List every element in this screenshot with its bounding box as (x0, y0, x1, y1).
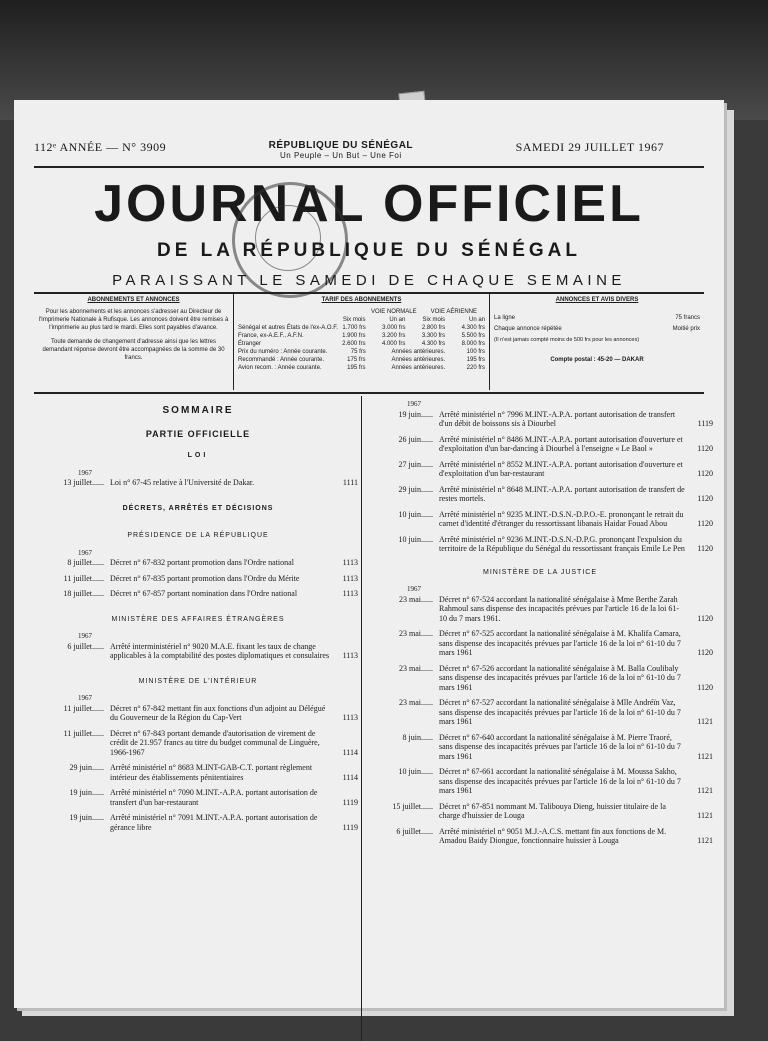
entry-page: 1114 (342, 747, 358, 757)
tariff-value: 100 frs (466, 349, 485, 355)
tariff-value: 2.800 frs (421, 325, 446, 331)
entry-page: 1111 (342, 478, 358, 487)
rate-label: La ligne (494, 315, 516, 321)
entry-date: 19 juin...... (69, 788, 104, 797)
summary-entry (367, 410, 713, 429)
announcements-title: ANNONCES ET AVIS DIVERS (555, 297, 639, 303)
entry-text: Arrêté ministériel n° 9051 M.J.-A.C.S. mettant fin aux fonctions de M. Amadou Baidy Diongue, fonctionnaire huissier à Louga (439, 826, 667, 845)
summary-entry (38, 813, 358, 832)
entry-text: Arrêté ministériel n° 8683 M.INT-GAB-C.T. portant règlement intérieur des établissements pénitentiaires (110, 763, 313, 782)
entry-date: 8 juin...... (402, 732, 433, 742)
entry-date: 15 juillet...... (392, 801, 433, 811)
tariff-head-row (238, 316, 485, 324)
entry-text: Décret n° 67-524 accordant la nationalité sénégalaise à Mme Berthe Zarah Rahmoul sans dispense des incapacités prévues par l'article 16 de la loi 61-10 du 7 mars 1961. (439, 594, 680, 623)
entry-page: 1113 (342, 558, 358, 567)
entry-text: Arrêté ministériel n° 9236 M.INT.-D.S.N.-D.P.G. prononçant l'expulsion du territoire de la République du Sénégal du ressortissant français Emile Le Pen (439, 534, 685, 553)
year-label: 1967 (78, 548, 92, 557)
republic-block (269, 140, 413, 160)
entry-page: 1119 (342, 822, 358, 832)
entry-date: 8 juillet...... (67, 558, 104, 567)
tariff-row-label: Étranger (238, 341, 262, 347)
tariff-table (234, 294, 490, 390)
summary-entry (38, 704, 358, 723)
entry-text: Décret n° 67-526 accordant la nationalité sénégalaise à M. Balla Coulibaly sans dispense des incapacités prévues par l'article 16 de la loi n° 61-10 du 7 mars 1961 (439, 663, 681, 692)
entry-date: 6 juillet...... (396, 826, 433, 836)
summary-entry (38, 558, 358, 568)
year-label: 1967 (78, 632, 92, 640)
tariff-row-label: Avion recom. : Année courante. (238, 365, 322, 371)
summary-right-column (367, 400, 713, 852)
summary-entry (367, 802, 713, 821)
tariff-row (238, 348, 485, 356)
tariff-row (238, 332, 485, 340)
rate-value: 75 francs (675, 315, 700, 321)
summary-entry (367, 733, 713, 762)
tariff-value: Années antérieures. (391, 365, 446, 371)
publication-frequency: PARAISSANT LE SAMEDI DE CHAQUE SEMAINE (112, 272, 626, 289)
summary-entry (367, 767, 713, 796)
entry-page: 1121 (697, 811, 713, 820)
masthead-title: JOURNAL OFFICIEL (94, 175, 644, 233)
tariff-value: 220 frs (466, 365, 485, 371)
entry-page: 1120 (697, 444, 713, 453)
partie-officielle-heading: PARTIE OFFICIELLE (145, 428, 251, 439)
entry-text: Décret n° 67-832 portant promotion dans l'Ordre national (110, 558, 294, 567)
entry-date: 29 juin...... (398, 484, 433, 494)
entry-page: 1121 (697, 751, 713, 761)
tariff-value: 2.600 frs (342, 341, 366, 347)
entry-page: 1120 (697, 469, 713, 478)
entry-date: 13 juillet...... (63, 478, 104, 487)
tariff-value: 8.000 frs (461, 341, 486, 347)
tariff-value: 4.300 frs (461, 325, 485, 331)
loi-heading: LOI (187, 452, 209, 459)
address-change-text: Toute demande de changement d'adresse ainsi que les lettres demandant réponse devront être accompagnées de la somme de 30 francs. (42, 339, 225, 361)
summary-entry (38, 574, 358, 584)
issue-header-line (34, 140, 664, 160)
sommaire-heading: SOMMAIRE (162, 405, 234, 416)
journal-page (14, 100, 724, 1008)
entry-page: 1120 (697, 648, 713, 657)
un-an-label: Un an (389, 317, 406, 323)
year-label: 1967 (407, 400, 421, 408)
summary-entry (367, 664, 713, 693)
entry-text: Décret n° 67-851 nommant M. Talibouya Dieng, huissier titulaire de la charge d'huissier de Louga (439, 801, 666, 820)
announcement-note: (Il n'est jamais compté moins de 500 frs pour les annonces) (494, 337, 640, 343)
entry-date: 23 mai...... (399, 594, 433, 604)
tariff-row (238, 356, 485, 364)
entry-date: 11 juillet...... (63, 728, 104, 738)
postal-account: Compte postal : 45-20 — DAKAR (550, 357, 644, 363)
tariff-row-label: Prix du numéro : Année courante. (238, 349, 328, 355)
tariff-value: 3.000 frs (382, 325, 406, 331)
entry-date: 23 mai...... (399, 698, 433, 707)
issue-number: 112ᵉ ANNÉE — N° 3909 (34, 140, 167, 154)
entry-page: 1114 (342, 772, 358, 782)
year-label: 1967 (407, 585, 421, 593)
tariff-title: TARIF DES ABONNEMENTS (321, 297, 402, 303)
summary-entry (367, 698, 713, 727)
entry-page: 1120 (697, 544, 713, 553)
entry-text: Décret n° 67-640 accordant la nationalité sénégalaise à M. Pierre Traoré, sans dispense des incapacités prévues par l'article 16 de la loi n° 61-10 du 7 mars 1961 (439, 732, 681, 761)
six-mois-label: Six mois (422, 317, 446, 323)
issue-date: SAMEDI 29 JUILLET 1967 (515, 140, 664, 154)
entry-text: Arrêté ministériel n° 7091 M.INT.-A.P.A. portant autorisation de gérance libre (110, 813, 318, 832)
entry-page: 1121 (697, 786, 713, 795)
entry-date: 10 juin...... (398, 534, 433, 544)
summary-entry (38, 729, 358, 758)
summary-entry (367, 510, 713, 529)
rate-value: Moitié prix (672, 326, 700, 332)
entry-text: Loi n° 67-45 relative à l'Université de Dakar. (110, 478, 255, 487)
voie-normale-label: VOIE NORMALE (370, 309, 417, 315)
entry-date: 23 mai...... (399, 629, 433, 638)
tariff-value: 3.200 frs (381, 333, 406, 339)
summary-entry (367, 485, 713, 504)
entry-page: 1120 (697, 682, 713, 692)
entry-date: 23 mai...... (399, 663, 433, 673)
entry-page: 1113 (342, 713, 358, 722)
entry-text: Arrêté ministériel n° 8486 M.INT.-A.P.A. portant autorisation d'ouverture et d'exploitation d'un bar-dancing à Diourbel à l'enseigne « Le Baol » (439, 434, 683, 453)
entry-text: Arrêté ministériel n° 7996 M.INT.-A.P.A. portant autorisation de transfert d'un débit de boissons sis à Diourbel (439, 409, 676, 428)
entry-text: Décret n° 67-661 accordant la nationalité sénégalaise à M. Moussa Sakho, sans dispense des incapacités prévues par l'article 16 de la loi n° 61-10 du 7 mars 1961 (439, 767, 681, 795)
summary-entry (38, 642, 358, 661)
announcements-info (490, 294, 704, 390)
tariff-value: 75 frs (350, 349, 366, 355)
summary-entry (38, 478, 358, 488)
entry-date: 18 juillet...... (63, 589, 104, 598)
entry-page: 1121 (697, 836, 713, 845)
entry-page: 1113 (342, 589, 358, 598)
entry-text: Arrêté interministériel n° 9020 M.A.E. fixant les taux de change applicables à la comptabilité des postes diplomatiques et consulaires (110, 641, 330, 660)
tariff-value: 195 frs (347, 365, 366, 371)
entry-text: Décret n° 67-842 mettant fin aux fonctions d'un adjoint au Délégué du Gouverneur de la Région du Cap-Vert (110, 703, 326, 722)
entry-date: 10 juin...... (398, 767, 433, 776)
tariff-row-label: Sénégal et autres États de l'ex-A.O.F. (238, 325, 338, 331)
entry-text: Décret n° 67-527 accordant la nationalité sénégalaise à Mlle Andréïn Vaz, sans dispense des incapacités prévues par l'article 16 de la loi n° 61-10 du 7 mars 1961 (439, 698, 681, 726)
entry-text: Décret n° 67-835 portant promotion dans l'Ordre du Mérite (110, 573, 300, 583)
announcement-rate (494, 325, 700, 333)
entry-date: 27 juin...... (398, 459, 433, 469)
decrets-heading: DÉCRETS, ARRÊTÉS ET DÉCISIONS (122, 504, 274, 512)
entry-date: 10 juin...... (398, 509, 433, 519)
entry-page: 1121 (697, 717, 713, 726)
republic-motto: Un Peuple – Un But – Une Foi (280, 151, 402, 160)
tariff-row (238, 364, 485, 372)
entry-text: Décret n° 67-843 portant demande d'autorisation de virement de crédit de 21.957 francs au titre du budget communal de Linguère, 1966-1967 (110, 728, 320, 757)
masthead-subtitle: DE LA RÉPUBLIQUE DU SÉNÉGAL (157, 240, 581, 261)
tariff-value: 4.300 frs (421, 341, 446, 347)
entry-text: Arrêté ministériel n° 9235 M.INT.-D.S.N.-D.P.O.-E. prononçant le retrait du carnet d'identité d'étranger du ressortissant libanais Haidar Fouad Abou (439, 509, 684, 528)
summary-entry (367, 595, 713, 624)
tariff-row (238, 324, 485, 332)
tariff-row-label: France, ex-A.E.F., A.F.N. (238, 333, 304, 339)
entry-text: Arrêté ministériel n° 8552 M.INT.-A.P.A. portant autorisation d'ouverture et d'exploitation d'un bar-restaurant (439, 459, 683, 478)
tariff-value: 3.300 frs (421, 333, 446, 339)
summary-entry (367, 629, 713, 658)
entry-page: 1119 (342, 797, 358, 807)
entry-date: 29 juin...... (69, 763, 104, 772)
republic-name: RÉPUBLIQUE DU SÉNÉGAL (268, 140, 414, 151)
entry-page: 1119 (697, 419, 713, 428)
summary-entry (367, 827, 713, 846)
summary-entry (38, 788, 358, 807)
entry-date: 11 juillet...... (63, 573, 104, 583)
un-an-label: Un an (469, 317, 486, 323)
summary-entry (367, 460, 713, 479)
tariff-column-groups (238, 308, 485, 316)
affaires-etrangeres-heading: MINISTÈRE DES AFFAIRES ÉTRANGÈRES (111, 615, 285, 623)
summary-entry (367, 535, 713, 554)
entry-date: 26 juin...... (398, 434, 433, 444)
summary-entry (38, 589, 358, 599)
tariff-value: 1.900 frs (342, 333, 366, 339)
tariff-value: Années antérieures. (391, 349, 446, 355)
tariff-value: 175 frs (347, 357, 366, 363)
entry-text: Arrêté ministériel n° 8648 M.INT.-A.P.A. portant autorisation de transfert de restes mortels. (439, 484, 685, 503)
entry-page: 1120 (697, 613, 713, 623)
tariff-value: 195 frs (466, 357, 485, 363)
summary-left-column (38, 400, 358, 838)
header-rule (34, 166, 704, 168)
tariff-value: Années antérieures. (391, 357, 446, 363)
entry-page: 1120 (697, 494, 713, 503)
justice-heading: MINISTÈRE DE LA JUSTICE (482, 568, 598, 576)
tariff-value: 4.000 frs (381, 341, 406, 347)
subscriptions-text: Pour les abonnements et les annonces s'adresser au Directeur de l'Imprimerie Nationale à Rufisque. Les annonces doivent être remises à l'imprimerie au plus tard le mardi. Elles sont payables d'avance. (38, 309, 229, 331)
entry-text: Décret n° 67-525 accordant la nationalité sénégalaise à M. Khalifa Camara, sans dispense des incapacités prévues par l'article 16 de la loi n° 61-10 du 7 mars 1961 (439, 629, 681, 657)
entry-date: 11 juillet...... (63, 703, 104, 713)
six-mois-label: Six mois (342, 317, 366, 323)
entry-page: 1113 (342, 651, 358, 660)
tariff-row (238, 340, 485, 348)
entry-page: 1113 (342, 573, 358, 583)
summary-entry (367, 435, 713, 454)
year-label: 1967 (78, 694, 92, 702)
entry-date: 19 juin...... (69, 813, 104, 822)
tariff-value: 1.700 frs (342, 325, 366, 331)
subscriptions-title: ABONNEMENTS ET ANNONCES (87, 297, 180, 303)
entry-text: Arrêté ministériel n° 7090 M.INT.-A.P.A. portant autorisation de transfert d'un bar-restaurant (110, 788, 318, 807)
entry-page: 1120 (697, 519, 713, 528)
entry-date: 6 juillet...... (67, 641, 104, 651)
column-divider (361, 396, 362, 1041)
subscription-box (34, 294, 704, 390)
entry-text: Décret n° 67-857 portant nomination dans l'Ordre national (110, 589, 298, 598)
rate-label: Chaque annonce répétée (494, 326, 562, 332)
summary-entry (38, 763, 358, 782)
entry-date: 19 juin...... (398, 409, 433, 419)
announcement-rate (494, 314, 700, 322)
voie-aerienne-label: VOIE AÉRIENNE (430, 309, 477, 315)
year-label: 1967 (78, 468, 92, 477)
tariff-value: 5.500 frs (461, 333, 486, 339)
presidence-heading: PRÉSIDENCE DE LA RÉPUBLIQUE (127, 532, 269, 539)
interieur-heading: MINISTÈRE DE L'INTÉRIEUR (138, 677, 258, 685)
subscriptions-info (34, 294, 234, 390)
tariff-row-label: Recommandé : Année courante. (238, 357, 325, 363)
body-rule (34, 392, 704, 394)
